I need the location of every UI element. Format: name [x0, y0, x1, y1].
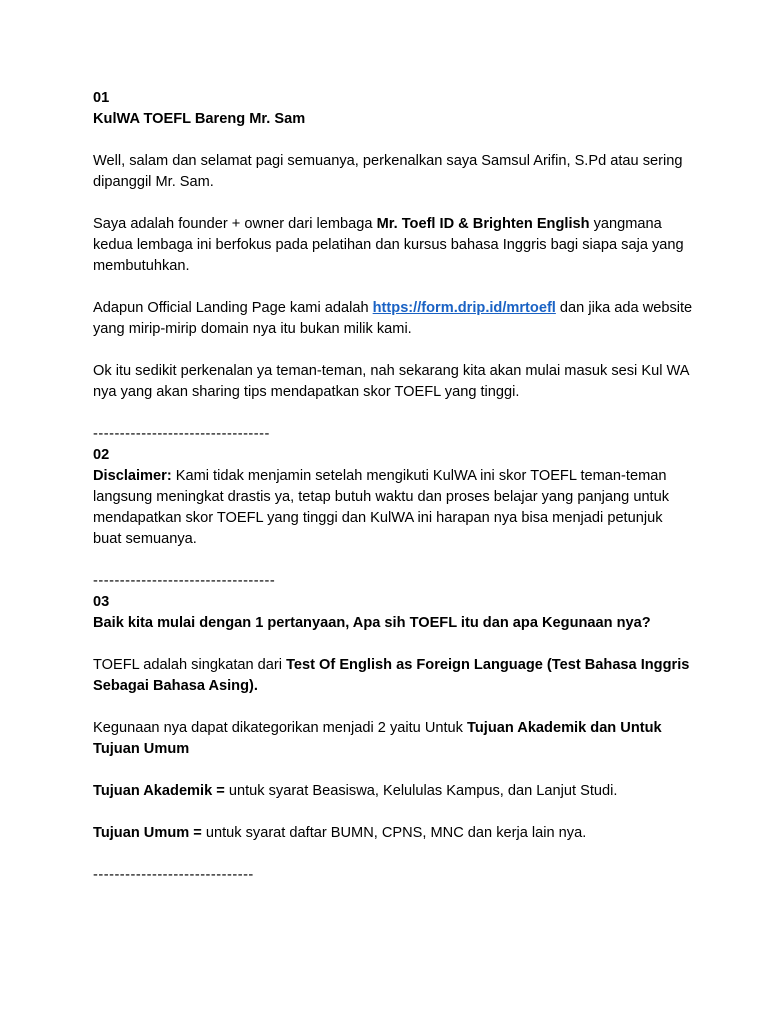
- definition-bold: Test Of English as Foreign Language (Test Bahasa Inggris Sebagai Bahasa Asing).: [93, 657, 690, 694]
- disclaimer-paragraph: [93, 466, 693, 550]
- definition-paragraph: [93, 655, 693, 697]
- general-label: Tujuan Umum =: [93, 825, 202, 841]
- session-paragraph: Ok itu sedikit perkenalan ya teman-teman, nah sekarang kita akan mulai masuk sesi Kul WA nya yang akan sharing tips mendapatkan skor TOEFL yang tinggi.: [93, 363, 689, 400]
- usage-bold: Tujuan Akademik dan Untuk Tujuan Umum: [93, 720, 662, 757]
- general-purpose: [93, 823, 693, 844]
- usage-text: Kegunaan nya dapat dikategorikan menjadi 2 yaitu Untuk: [93, 720, 468, 736]
- section-number-01: 01: [93, 90, 110, 106]
- disclaimer-text: Kami tidak menjamin setelah mengikuti KulWA ini skor TOEFL teman-teman langsung meningkat drastis ya, tetap butuh waktu dan proses belajar yang panjang untuk mendapatkan skor TOEFL yang tinggi dan KulWA ini harapan nya bisa menjadi petunjuk buat semuanya.: [93, 468, 670, 547]
- section-number-02: 02: [93, 447, 110, 463]
- founder-text-b: yangmana kedua lembaga ini berfokus pada pelatihan dan kursus bahasa Inggris bagi siapa saja yang membutuhkan.: [93, 216, 684, 274]
- general-text: untuk syarat daftar BUMN, CPNS, MNC dan kerja lain nya.: [201, 825, 587, 841]
- document-body: [93, 88, 693, 886]
- intro-paragraph: Well, salam dan selamat pagi semuanya, perkenalkan saya Samsul Arifin, S.Pd atau sering dipanggil Mr. Sam.: [93, 153, 683, 190]
- academic-label: Tujuan Akademik =: [93, 783, 225, 799]
- academic-text: untuk syarat Beasiswa, Kelululas Kampus, dan Lanjut Studi.: [224, 783, 618, 799]
- founder-paragraph: [93, 214, 693, 277]
- section-number-03: 03: [93, 594, 110, 610]
- institution-name: Mr. Toefl ID & Brighten English: [376, 216, 590, 232]
- definition-text: TOEFL adalah singkatan dari: [93, 657, 287, 673]
- academic-purpose: [93, 781, 693, 802]
- disclaimer-label: Disclaimer:: [93, 468, 172, 484]
- divider-03: ------------------------------: [93, 867, 254, 883]
- question-heading: Baik kita mulai dengan 1 pertanyaan, Apa sih TOEFL itu dan apa Kegunaan nya?: [93, 615, 651, 631]
- divider-01: ---------------------------------: [93, 426, 270, 442]
- section-title-01: KulWA TOEFL Bareng Mr. Sam: [93, 111, 306, 127]
- landing-text-b: dan jika ada website yang mirip-mirip domain nya itu bukan milik kami.: [93, 300, 693, 337]
- landing-page-link[interactable]: https://form.drip.id/mrtoefl: [372, 300, 556, 316]
- divider-02: ----------------------------------: [93, 573, 276, 589]
- usage-paragraph: [93, 718, 693, 760]
- landing-text-a: Adapun Official Landing Page kami adalah: [93, 300, 373, 316]
- landing-page-paragraph: [93, 298, 693, 340]
- founder-text-a: Saya adalah founder + owner dari lembaga: [93, 216, 377, 232]
